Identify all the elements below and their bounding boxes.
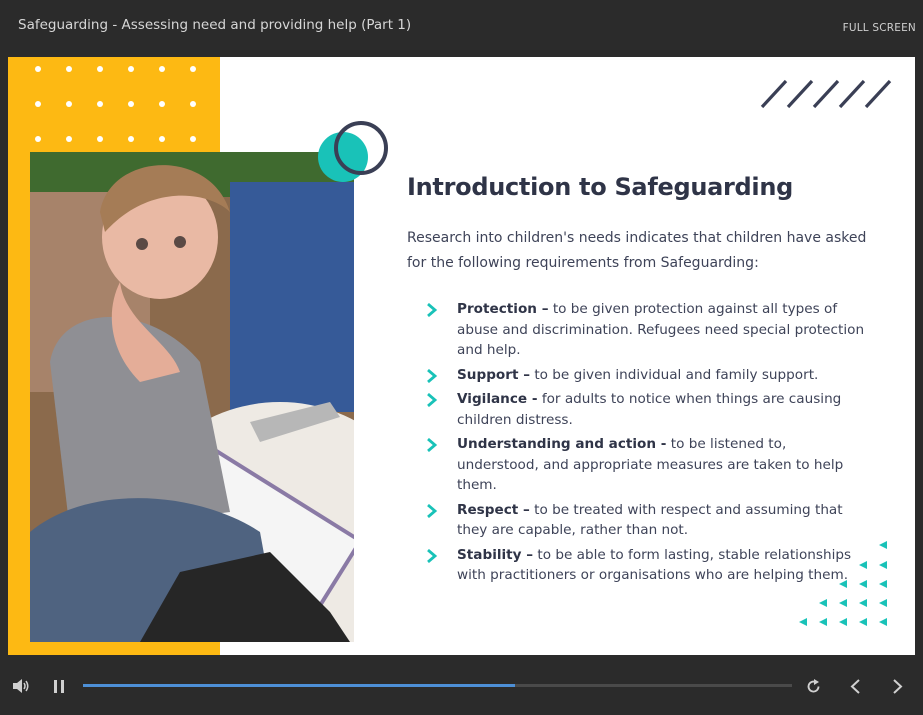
- boy-thinking-photo: [30, 152, 354, 642]
- bullet-text: to be given individual and family support.: [530, 366, 819, 383]
- bullet-text: to be able to form lasting, stable relationships with practitioners or organisations who are helping them.: [457, 546, 852, 583]
- bullet-text: to be given protection against all types of abuse and discrimination. Refugees need special protection and help.: [457, 301, 865, 358]
- list-item: [422, 365, 872, 386]
- list-item: [422, 389, 872, 430]
- list-item: [422, 299, 872, 361]
- bullet-term: Understanding and action -: [457, 436, 667, 452]
- chevron-right-icon: [426, 549, 438, 563]
- triangle-pattern: [798, 535, 898, 635]
- player-header: [0, 0, 923, 56]
- chevron-right-icon: [426, 504, 438, 518]
- fullscreen-button[interactable]: FULL SCREEN: [842, 22, 916, 34]
- player-controls: [0, 655, 923, 715]
- bullet-text: to be treated with respect and assuming that they are capable, rather than not.: [457, 501, 843, 538]
- bullet-term: Stability –: [457, 546, 534, 563]
- bullet-term: Support –: [457, 366, 531, 383]
- intro-text: Research into children's needs indicates that children have asked for the following requirements from Safeguarding:: [407, 230, 867, 271]
- slide-heading: Introduction to Safeguarding: [407, 173, 794, 201]
- chevron-right-icon: [426, 303, 438, 317]
- progress-fill: [83, 684, 515, 687]
- slide: [8, 57, 915, 655]
- course-title: Safeguarding - Assessing need and providing help (Part 1): [18, 17, 412, 33]
- slash-pattern: [758, 79, 893, 109]
- progress-bar[interactable]: [83, 684, 792, 687]
- bullet-term: Respect –: [457, 501, 530, 518]
- chevron-right-icon: [426, 369, 438, 383]
- pause-icon[interactable]: [53, 680, 65, 693]
- volume-icon[interactable]: [12, 679, 30, 693]
- previous-icon[interactable]: [849, 679, 861, 694]
- next-icon[interactable]: [892, 679, 904, 694]
- bullet-term: Vigilance -: [457, 391, 538, 407]
- replay-icon[interactable]: [806, 679, 821, 694]
- chevron-right-icon: [426, 438, 438, 452]
- bullet-term: Protection –: [457, 301, 549, 317]
- ring-decoration: [334, 121, 388, 175]
- dot-pattern: [8, 57, 220, 157]
- chevron-right-icon: [426, 393, 438, 407]
- bullet-text: for adults to notice when things are causing children distress.: [457, 391, 842, 428]
- bullet-text: to be listened to, understood, and appropriate measures are taken to help them.: [457, 436, 844, 493]
- list-item: [422, 434, 872, 496]
